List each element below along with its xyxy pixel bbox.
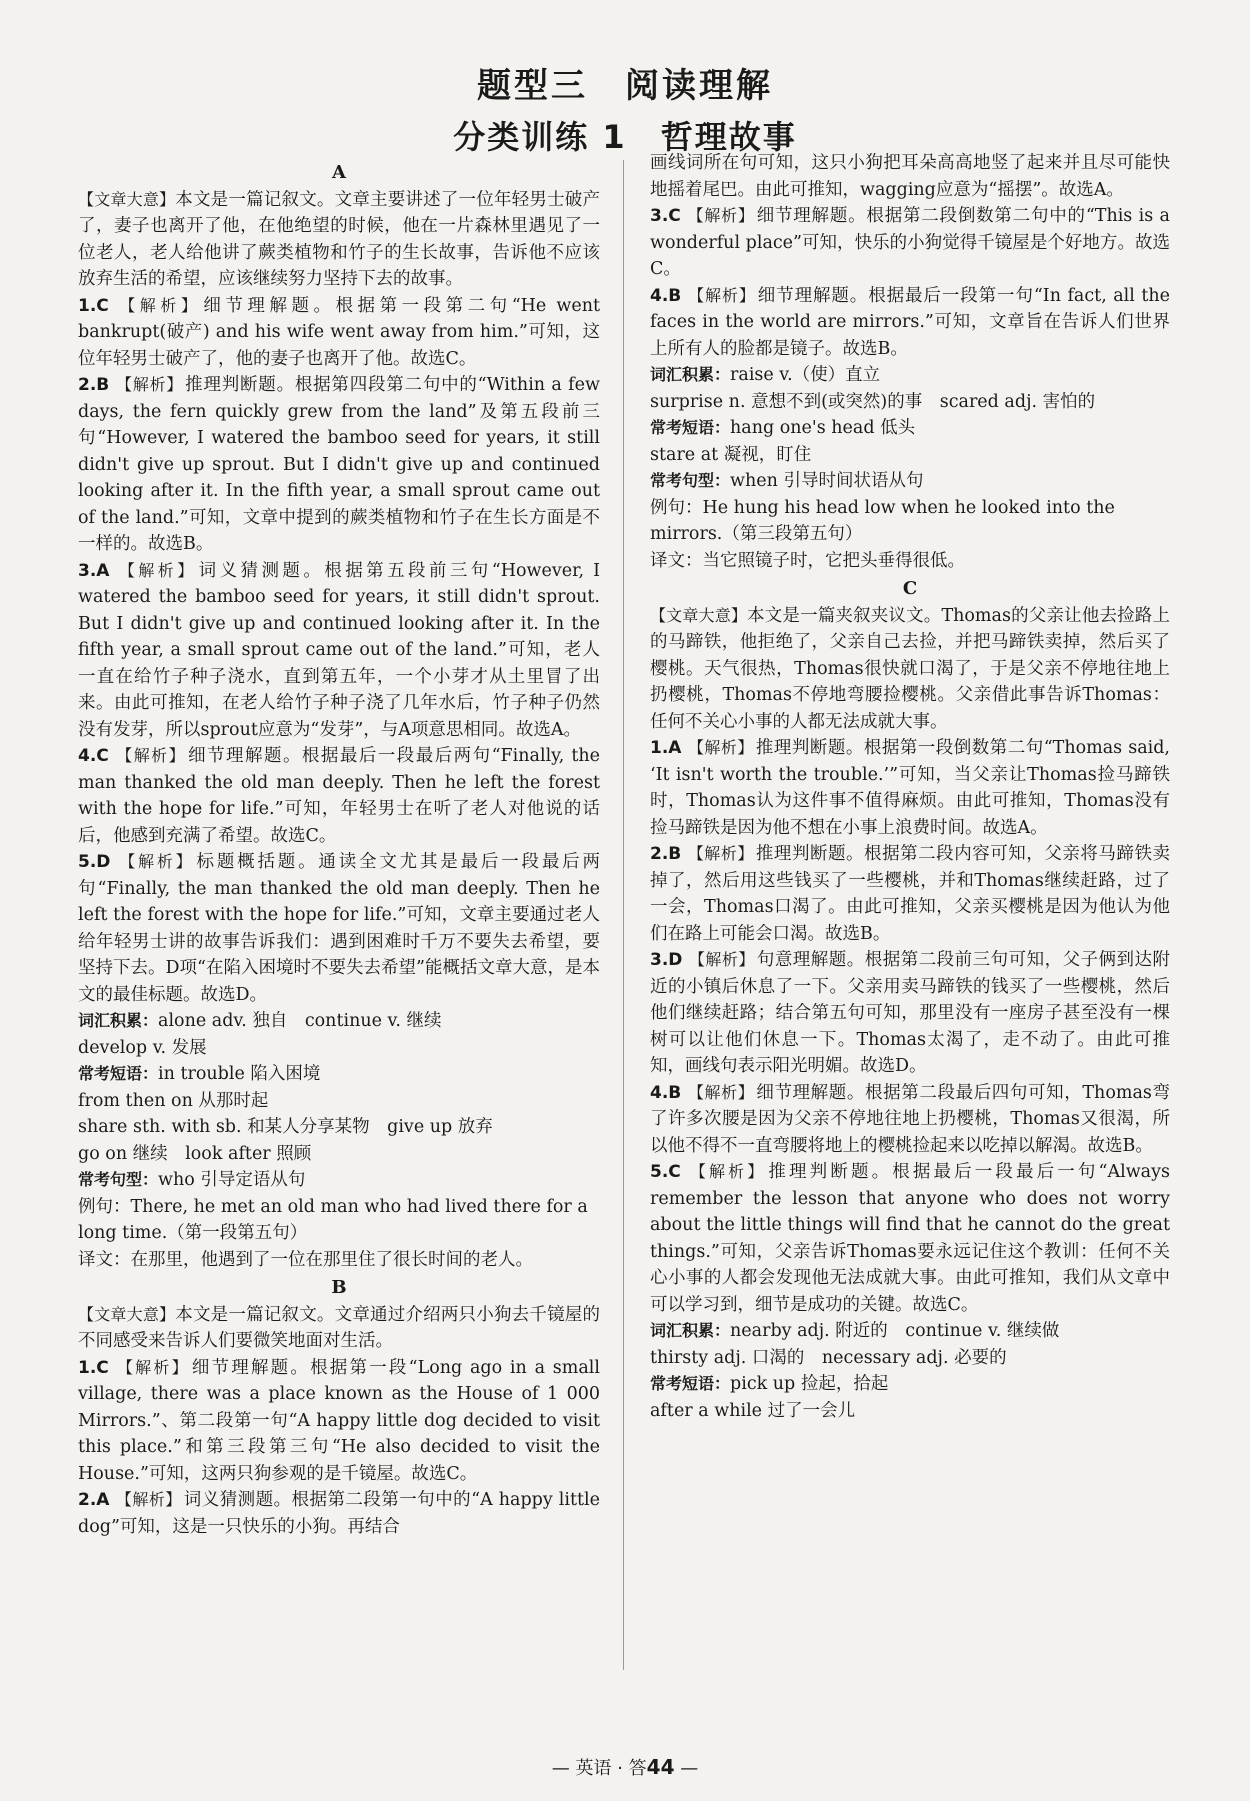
- vocab-line: [78, 1008, 600, 1035]
- column-divider: [623, 160, 624, 1670]
- vocab-text: develop v. 发展: [78, 1037, 207, 1058]
- vocab-text: thirsty adj. 口渴的 necessary adj. 必要的: [650, 1347, 1007, 1368]
- answer-text: 细节理解题。根据第二段最后四句可知，Thomas弯了许多次腰是因为父亲不停地往地上扔樱桃，Thomas又很渴，所以他不得不一直弯腰将地上的樱桃捡起来以吃掉以解渴。故选B。: [650, 1082, 1170, 1156]
- vocab-line: [650, 1398, 1170, 1425]
- vocab-line: [78, 1194, 600, 1247]
- vocab-line: [78, 1114, 600, 1141]
- summary-tag: 【文章大意】: [650, 605, 748, 625]
- answer-text: 细节理解题。根据第二段倒数第二句中的“This is a wonderful place”可知，快乐的小狗觉得千镜屋是个好地方。故选C。: [650, 206, 1170, 279]
- answer-item: [78, 849, 600, 1008]
- page-footer: [0, 1754, 1250, 1780]
- section-b-summary: [78, 1302, 600, 1355]
- page-number: 44: [646, 1755, 675, 1779]
- answer-item: [78, 293, 600, 373]
- answer-item: [650, 841, 1170, 947]
- vocab-text: hang one's head 低头: [730, 418, 916, 438]
- vocab-line: [650, 442, 1170, 469]
- answer-number: 5.C: [650, 1162, 681, 1182]
- answer-item: [650, 203, 1170, 283]
- answer-text: 标题概括题。通读全文尤其是最后一段最后两句“Finally, the man thanked the old man deeply. Then he left the forest with the hope for life.”可知，文章主要通过老人给年轻男士讲的故事告诉我们：遇到困难时千万不要失去希望，要坚持下去。D项“在陷入困境时不要失去希望”能概括文章大意，是本文的最佳标题。故选D。: [78, 852, 600, 1005]
- vocab-text: 译文：当它照镜子时，它把头垂得很低。: [650, 550, 965, 571]
- analysis-tag: 【解析】: [686, 206, 755, 225]
- vocab-line: [78, 1247, 600, 1274]
- answer-text: 推理判断题。根据第四段第二句中的“Within a few days, the fern quickly grew from the land”及第五段前三句“However, I watered the bamboo seed for years, it still didn't give up sprout. But I didn't give up and continued looking after it. In the fifth year, a small sprout came out of the land.”可知，文章中提到的蕨类植物和竹子在生长方面是不一样的。故选B。: [78, 375, 600, 554]
- vocab-text: surprise n. 意想不到(或突然)的事 scared adj. 害怕的: [650, 391, 1096, 412]
- vocab-label: 词汇积累：: [650, 1321, 731, 1340]
- footer-dash-right: —: [680, 1758, 699, 1779]
- footer-dash-left: —: [551, 1758, 570, 1779]
- answer-item: [78, 743, 600, 849]
- summary-text: 本文是一篇记叙文。文章通过介绍两只小狗去千镜屋的不同感受来告诉人们要微笑地面对生活。: [78, 1304, 600, 1351]
- answer-number: 4.C: [78, 746, 109, 766]
- vocab-text: share sth. with sb. 和某人分享某物 give up 放弃: [78, 1117, 493, 1137]
- vocab-line: [650, 495, 1170, 548]
- section-b-vocab: [650, 362, 1170, 574]
- page-subtitle: 分类训练 1 哲理故事: [453, 118, 797, 156]
- section-b-questions-cont: [650, 203, 1170, 362]
- vocab-text: 例句：He hung his head low when he looked into the mirrors.（第三段第五句）: [650, 497, 1115, 544]
- vocab-line: [78, 1061, 600, 1088]
- answer-item: [78, 1355, 600, 1488]
- vocab-text: in trouble 陷入困境: [158, 1064, 321, 1084]
- analysis-tag: 【解析】: [116, 852, 195, 871]
- vocab-label: 常考句型：: [78, 1170, 159, 1189]
- section-c-letter: C: [902, 578, 918, 599]
- vocab-text: alone adv. 独自 continue v. 继续: [158, 1011, 442, 1031]
- answer-item: [650, 1080, 1170, 1160]
- vocab-line: [650, 1371, 1170, 1398]
- vocab-text: nearby adj. 附近的 continue v. 继续做: [730, 1321, 1060, 1341]
- vocab-line: [650, 415, 1170, 442]
- answer-number: 2.B: [650, 844, 682, 864]
- vocab-text: when 引导时间状语从句: [730, 471, 924, 491]
- answer-item: [650, 735, 1170, 841]
- vocab-text: stare at 凝视，盯住: [650, 444, 812, 465]
- footer-subject: 英语 · 答: [575, 1758, 647, 1779]
- section-a-letter: A: [332, 162, 346, 183]
- analysis-tag: 【解析】: [687, 1082, 755, 1102]
- vocab-label: 常考短语：: [650, 1374, 731, 1393]
- analysis-tag: 【解析】: [115, 375, 184, 394]
- answer-number: 2.A: [78, 1490, 110, 1510]
- answer-number: 4.B: [650, 285, 682, 306]
- summary-text: 本文是一篇记叙文。文章主要讲述了一位年轻男士破产了，妻子也离开了他，在他绝望的时候，他在一片森林里遇见了一位老人，老人给他讲了蕨类植物和竹子的生长故事，告诉他不应该放弃生活的希望，应该继续努力坚持下去的故事。: [78, 189, 600, 289]
- analysis-tag: 【解析】: [686, 1162, 767, 1181]
- analysis-tag: 【解析】: [115, 560, 197, 580]
- section-a-summary: [78, 187, 600, 293]
- answer-text: 推理判断题。根据第二段内容可知，父亲将马蹄铁卖掉了，然后用这些钱买了一些樱桃，并和Thomas继续赶路，过了一会，Thomas口渴了。由此可推知，父亲买樱桃是因为他认为他们在路上可能会口渴。故选B。: [650, 844, 1170, 944]
- analysis-tag: 【解析】: [688, 950, 755, 969]
- page-title: 题型三 阅读理解: [477, 66, 773, 106]
- section-c-vocab: [650, 1318, 1170, 1424]
- answer-item: [78, 558, 600, 744]
- section-b-questions: [78, 1355, 600, 1541]
- vocab-line: [650, 389, 1170, 416]
- vocab-text: 例句：There, he met an old man who had lived there for a long time.（第一段第五句）: [78, 1196, 588, 1243]
- vocab-line: [650, 362, 1170, 389]
- answer-number: 3.D: [650, 950, 683, 970]
- section-c-questions: [650, 735, 1170, 1318]
- analysis-tag: 【解析】: [114, 746, 187, 765]
- vocab-line: [650, 468, 1170, 495]
- section-c-summary: [650, 603, 1170, 736]
- left-column: [78, 158, 600, 1540]
- summary-text: 本文是一篇夹叙夹议文。Thomas的父亲让他去捡路上的马蹄铁，他拒绝了，父亲自己去捡，并把马蹄铁卖掉，然后买了樱桃。天气很热，Thomas很快就口渴了，于是父亲不停地往地上扔樱桃，Thomas不停地弯腰捡樱桃。父亲借此事告诉Thomas：任何不关心小事的人都无法成就大事。: [650, 605, 1170, 732]
- answer-text: 推理判断题。根据最后一段最后一句“Always remember the lesson that anyone who does not worry about the little things will find that he cannot do the great things.”可知，父亲告诉Thomas要永远记住这个教训：任何不关心小事的人都会发现他无法成就大事。由此可推知，我们从文章中可以学习到，细节是成功的关键。故选C。: [650, 1162, 1170, 1315]
- answer-item: [78, 1487, 600, 1540]
- answer-item: [650, 947, 1170, 1080]
- vocab-line: [650, 1318, 1170, 1345]
- vocab-label: 词汇积累：: [78, 1011, 159, 1030]
- answer-number: 1.C: [78, 295, 109, 316]
- answer-item: [650, 283, 1170, 363]
- answer-number: 3.A: [78, 560, 110, 581]
- vocab-label: 常考短语：: [78, 1064, 159, 1083]
- vocab-line: [650, 1345, 1170, 1372]
- section-a-vocab: [78, 1008, 600, 1273]
- vocab-line: [78, 1088, 600, 1115]
- vocab-line: [650, 548, 1170, 575]
- vocab-text: who 引导定语从句: [158, 1170, 306, 1190]
- right-column: [650, 150, 1170, 1424]
- vocab-line: [78, 1167, 600, 1194]
- analysis-tag: 【解析】: [687, 738, 754, 757]
- vocab-text: from then on 从那时起: [78, 1090, 269, 1111]
- analysis-tag: 【解析】: [114, 1357, 190, 1377]
- vocab-line: [78, 1035, 600, 1062]
- vocab-text: pick up 捡起，拾起: [730, 1374, 889, 1394]
- vocab-text: after a while 过了一会儿: [650, 1400, 856, 1421]
- summary-tag: 【文章大意】: [78, 189, 176, 209]
- section-b-letter: B: [331, 1277, 347, 1298]
- answer-number: 3.C: [650, 206, 681, 226]
- answer-number: 1.A: [650, 738, 682, 758]
- vocab-label: 常考短语：: [650, 418, 731, 437]
- answer-item: [78, 372, 600, 558]
- section-a-questions: [78, 293, 600, 1009]
- vocab-text: 译文：在那里，他遇到了一位在那里住了很长时间的老人。: [78, 1249, 533, 1270]
- answer-text: 细节理解题。根据第一段“Long ago in a small village, there was a place known as the House of 1 000 Mirrors.”、第二段第一句“A happy little dog decided to visit this place.”和第三段第三句“He also decided to visit the House.”可知，这两只狗参观的是千镜屋。故选C。: [78, 1357, 600, 1484]
- answer-number: 4.B: [650, 1082, 682, 1103]
- section-b-continuation: 画线词所在句可知，这只小狗把耳朵高高地竖了起来并且尽可能快地摇着尾巴。由此可推知，wagging应意为“摇摆”。故选A。: [650, 153, 1170, 200]
- answer-text: 推理判断题。根据第一段倒数第二句“Thomas said, ‘It isn't worth the trouble.’”可知，当父亲让Thomas捡马蹄铁时，Thomas认为这件事不值得麻烦。由此可推知，Thomas没有捡马蹄铁是因为他不想在小事上浪费时间。故选A。: [650, 738, 1170, 838]
- answer-text: 细节理解题。根据第一段第二句“He went bankrupt(破产) and his wife went away from him.”可知，这位年轻男士破产了，他的妻子也离开了他。故选C。: [78, 295, 600, 369]
- answer-number: 2.B: [78, 375, 110, 395]
- vocab-label: 词汇积累：: [650, 365, 731, 384]
- answer-number: 5.D: [78, 852, 111, 872]
- vocab-text: raise v.（使）直立: [730, 365, 881, 385]
- analysis-tag: 【解析】: [687, 285, 756, 305]
- answer-text: 词义猜测题。根据第五段前三句“However, I watered the bamboo seed for years, it still didn't sprout. But I didn't give up and continued looking after it. In the fifth year, a small sprout came out of the land.”可知，老人一直在给竹子种子浇水，直到第五年，一个小芽才从土里冒了出来。由此可推知，在老人给竹子种子浇了几年水后，竹子种子仍然没有发芽，所以sprout应意为“发芽”，与A项意思相同。故选A。: [78, 560, 600, 740]
- analysis-tag: 【解析】: [114, 295, 202, 315]
- answer-text: 细节理解题。根据最后一段最后两句“Finally, the man thanked the old man deeply. Then he left the forest with the hope for life.”可知，年轻男士在听了老人对他说的话后，他感到充满了希望。故选C。: [78, 746, 600, 846]
- answer-number: 1.C: [78, 1357, 109, 1378]
- analysis-tag: 【解析】: [687, 844, 754, 863]
- summary-tag: 【文章大意】: [78, 1304, 176, 1324]
- vocab-text: go on 继续 look after 照顾: [78, 1143, 312, 1164]
- answer-text: 细节理解题。根据最后一段第一句“In fact, all the faces in the world are mirrors.”可知，文章旨在告诉人们世界上所有人的脸都是镜子。故选B。: [650, 285, 1170, 359]
- answer-text: 句意理解题。根据第二段前三句可知，父子俩到达附近的小镇后休息了一下。父亲用卖马蹄铁的钱买了一些樱桃，然后他们继续赶路；结合第五句可知，那里没有一座房子甚至没有一棵树可以让他们休息一下。Thomas太渴了，走不动了。由此可推知，画线句表示阳光明媚。故选D。: [650, 950, 1170, 1076]
- answer-text: 词义猜测题。根据第二段第一句中的“A happy little dog”可知，这是一只快乐的小狗。再结合: [78, 1490, 600, 1537]
- analysis-tag: 【解析】: [115, 1490, 182, 1509]
- answer-item: [650, 1159, 1170, 1318]
- vocab-label: 常考句型：: [650, 471, 731, 490]
- vocab-line: [78, 1141, 600, 1168]
